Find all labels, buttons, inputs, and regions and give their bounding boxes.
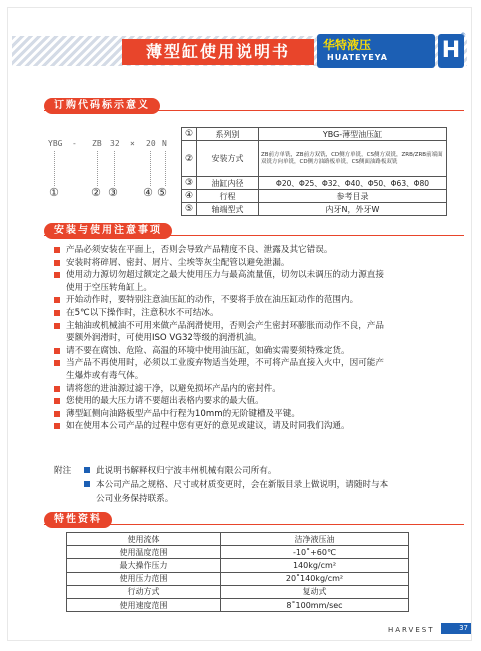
page-title: 薄型缸使用说明书 xyxy=(122,39,314,65)
list-item: 安装时将碎屑、密封、屑片、尘埃等灰尘配管以避免泄漏。 xyxy=(54,257,458,270)
row-number: ③ xyxy=(182,177,197,190)
row-number: ① xyxy=(182,128,197,141)
row-value: 内牙N，外牙W xyxy=(259,203,447,216)
list-item: 薄型缸侧向油路板型产品中行程为10mm的无阶键槽及平键。 xyxy=(54,408,458,421)
order-code-section-title: 订购代码标示意义 xyxy=(44,98,160,114)
registered-mark: ® xyxy=(460,32,466,39)
order-code-table xyxy=(181,127,447,216)
properties-table xyxy=(66,532,409,612)
table-row: 使用流体 洁净液压油 xyxy=(67,533,409,546)
code-bore: 32 xyxy=(110,139,120,148)
safety-notes-list xyxy=(54,244,458,433)
table-row xyxy=(182,128,447,141)
row-value: Φ20、Φ25、Φ32、Φ40、Φ50、Φ63、Φ80 xyxy=(259,177,447,190)
brand-badge xyxy=(317,34,435,68)
row-label: 系列别 xyxy=(197,128,259,141)
row-label: 行程 xyxy=(197,190,259,203)
code-times: × xyxy=(130,139,135,148)
safety-section-title: 安装与使用注意事项 xyxy=(44,223,172,239)
list-item: 开始动作时，要特别注意油压缸的动作，不要将手放在油压缸动作的范围内。 xyxy=(54,294,458,307)
row-value: ZB前方单铣，ZB前方双铣，CD侧方单铣，CS侧方双铣，ZRB/ZRB前端面双铣方向单铣，CD侧方油路板单铣，CS侧面油路板双铣 xyxy=(259,141,447,177)
row-number: ④ xyxy=(182,190,197,203)
list-item: 在5℃以下操作时，注意积水不可结冰。 xyxy=(54,307,458,320)
page-header xyxy=(12,30,467,74)
order-code-section-header xyxy=(44,98,464,114)
list-item: 主轴油或机械油不可用来做产品润滑使用，否则会产生密封环膨胀而动作不良，产品 要额外润滑时，可使用ISO VG32等级的润滑机油。 xyxy=(54,320,458,345)
table-row: 使用速度范围 8˚100mm/sec xyxy=(67,598,409,611)
document-page xyxy=(8,8,471,640)
code-leader-line xyxy=(150,151,151,186)
properties-section-header xyxy=(44,512,464,528)
brand-name-en: HUATEYEYA xyxy=(327,53,388,62)
code-leader-line xyxy=(54,151,55,186)
code-marker: ① xyxy=(49,186,59,199)
code-marker: ③ xyxy=(108,186,118,199)
appendix-notes xyxy=(54,464,458,506)
row-value: 参考目录 xyxy=(259,190,447,203)
row-number: ② xyxy=(182,141,197,177)
code-rod-end: N xyxy=(162,139,167,148)
table-row xyxy=(182,141,447,177)
row-label: 轴端型式 xyxy=(197,203,259,216)
safety-section-header xyxy=(44,223,464,239)
table-row xyxy=(182,177,447,190)
row-number: ⑤ xyxy=(182,203,197,216)
list-item: 本公司产品之规格、尺寸或材质变更时，会在新版目录上做说明，请随时与本 公司业务保持联系。 xyxy=(84,478,458,506)
appendix-label: 附注 xyxy=(54,466,72,476)
brand-name-cn: 华特液压 xyxy=(323,38,372,52)
code-marker: ② xyxy=(91,186,101,199)
properties-section-title: 特性资料 xyxy=(44,512,112,528)
table-row: 行动方式 复动式 xyxy=(67,585,409,598)
table-row: 最大操作压力 140kg/cm² xyxy=(67,559,409,572)
list-item: 请将您的进油源过滤干净，以避免损坏产品内的密封件。 xyxy=(54,383,458,396)
list-item: 此说明书解释权归宁波丰州机械有限公司所有。 xyxy=(84,464,458,478)
code-leader-line xyxy=(97,151,98,186)
code-stroke: 20 xyxy=(146,139,156,148)
row-label: 油缸内径 xyxy=(197,177,259,190)
list-item: 如在使用本公司产品的过程中您有更好的意见或建议，请及时同我们沟通。 xyxy=(54,420,458,433)
code-marker: ④ xyxy=(143,186,153,199)
code-leader-line xyxy=(114,151,115,186)
table-row: 使用压力范围 20˚140kg/cm² xyxy=(67,572,409,585)
row-label: 安装方式 xyxy=(197,141,259,177)
code-leader-line xyxy=(165,151,166,186)
code-series: YBG xyxy=(48,139,63,148)
table-row xyxy=(182,190,447,203)
table-row: 使用温度范围 -10˚+60℃ xyxy=(67,546,409,559)
page-number: 37 xyxy=(441,623,471,634)
list-item: 使用动力源切勿超过额定之最大使用压力与最高流量值，切勿以未调压的动力源直接 使用于空压转角缸上。 xyxy=(54,269,458,294)
list-item: 产品必须安装在平面上，否则会导致产品精度不良、泄露及其它错误。 xyxy=(54,244,458,257)
footer-brand: HARVEST xyxy=(388,626,435,634)
list-item: 当产品不再使用时，必须以工业废弃物适当处理，不可将产品直接入火中，因可能产 生爆炸或有毒气体。 xyxy=(54,357,458,382)
code-marker: ⑤ xyxy=(157,186,167,199)
row-value: YBG-薄型油压缸 xyxy=(259,128,447,141)
list-item: 您使用的最大压力请不要超出表格内要求的最大值。 xyxy=(54,395,458,408)
code-mount: ZB xyxy=(92,139,102,148)
brand-logo-icon: H xyxy=(438,34,464,68)
list-item: 请不要在腐蚀、危险、高温的环境中使用油压缸，如确实需要须特殊定货。 xyxy=(54,345,458,358)
code-dash: - xyxy=(72,139,77,148)
table-row xyxy=(182,203,447,216)
